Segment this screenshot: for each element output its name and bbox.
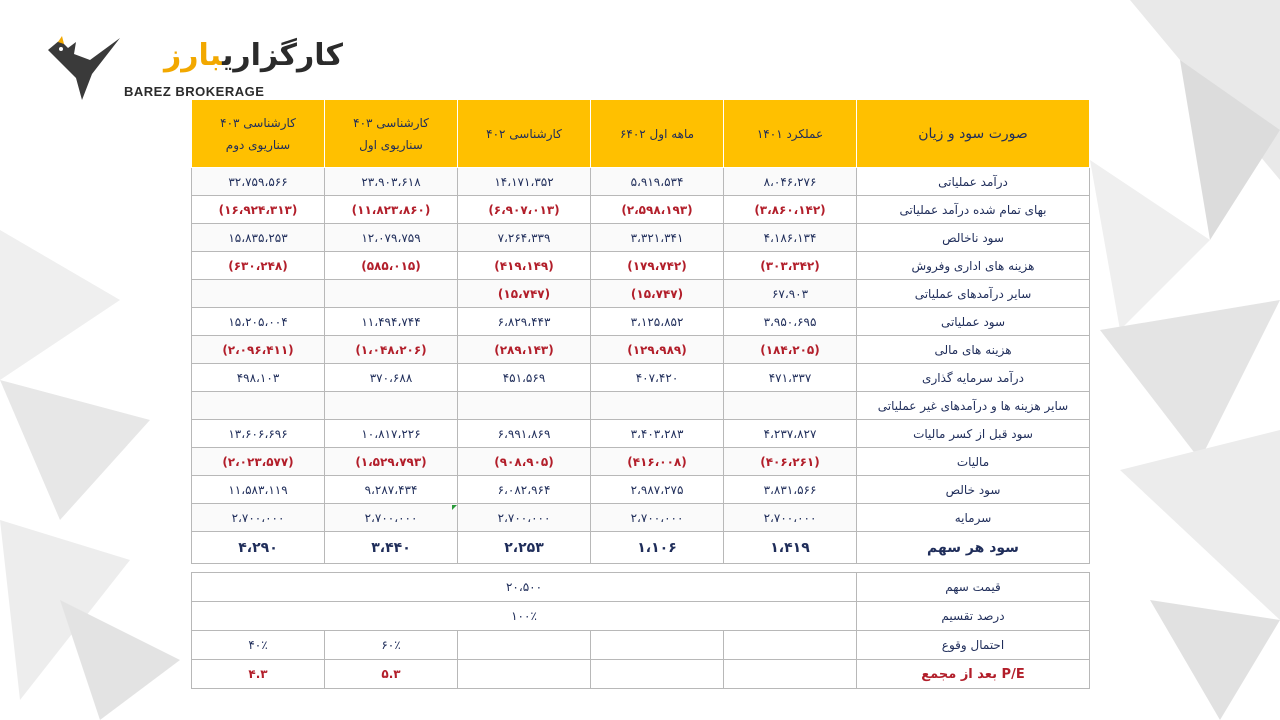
value-cell-c3 xyxy=(458,392,591,420)
value-cell-c1: ۴۷۱،۳۳۷ xyxy=(724,364,857,392)
value-cell-c5: (۱۶،۹۲۴،۳۱۳) xyxy=(192,196,325,224)
value-cell-c2: ۲،۹۸۷،۲۷۵ xyxy=(591,476,724,504)
value-cell-c3: ۱۴،۱۷۱،۳۵۲ xyxy=(458,168,591,196)
row-label: سود عملیاتی xyxy=(857,308,1090,336)
pe-label: P/E بعد از مجمع xyxy=(857,660,1090,689)
income-statement-table xyxy=(191,99,1090,564)
value-cell-c5: ۱۳،۶۰۶،۶۹۶ xyxy=(192,420,325,448)
table-row xyxy=(192,392,1090,420)
valuation-table xyxy=(191,572,1090,689)
pe-row xyxy=(192,660,1090,689)
value-cell-c3: (۲۸۹،۱۴۳) xyxy=(458,336,591,364)
table-row xyxy=(192,420,1090,448)
value-cell-c1: ۳،۸۳۱،۵۶۶ xyxy=(724,476,857,504)
brand-name-en: BAREZ BROKERAGE xyxy=(124,84,265,99)
probability-col5: ۴۰٪ xyxy=(192,631,325,660)
value-cell-c5: ۱۵،۲۰۵،۰۰۴ xyxy=(192,308,325,336)
header-col5: کارشناسی ۴۰۳ سناریوی دوم xyxy=(192,100,325,168)
value-cell-c2: (۱۷۹،۷۴۲) xyxy=(591,252,724,280)
value-cell-c3: ۶،۹۹۱،۸۶۹ xyxy=(458,420,591,448)
pe-col4: ۵.۳ xyxy=(325,660,458,689)
table-body xyxy=(192,168,1090,564)
value-cell-c5: ۱۵،۸۳۵،۲۵۳ xyxy=(192,224,325,252)
value-cell-c1: (۳۰۳،۳۴۲) xyxy=(724,252,857,280)
payout-row xyxy=(192,602,1090,631)
price-row xyxy=(192,573,1090,602)
row-label: سایر درآمدهای عملیاتی xyxy=(857,280,1090,308)
table-row xyxy=(192,196,1090,224)
value-cell-c4: ۳۷۰،۶۸۸ xyxy=(325,364,458,392)
table-row xyxy=(192,504,1090,532)
value-cell-c1: ۱،۴۱۹ xyxy=(724,532,857,564)
value-cell-c2: ۳،۴۰۳،۲۸۳ xyxy=(591,420,724,448)
value-cell-c4: (۱،۰۴۸،۲۰۶) xyxy=(325,336,458,364)
table-row xyxy=(192,448,1090,476)
probability-label: احتمال وقوع xyxy=(857,631,1090,660)
value-cell-c2: (۱۵،۷۴۷) xyxy=(591,280,724,308)
cell-marker-icon xyxy=(452,505,457,510)
price-value: ۲۰،۵۰۰ xyxy=(192,573,857,602)
probability-row xyxy=(192,631,1090,660)
value-cell-c2: ۵،۹۱۹،۵۳۴ xyxy=(591,168,724,196)
value-cell-c2: ۳،۱۲۵،۸۵۲ xyxy=(591,308,724,336)
value-cell-c2: ۴۰۷،۴۲۰ xyxy=(591,364,724,392)
payout-value: ۱۰۰٪ xyxy=(192,602,857,631)
value-cell-c5: (۲،۰۹۶،۴۱۱) xyxy=(192,336,325,364)
table-row xyxy=(192,168,1090,196)
header-col3: کارشناسی ۴۰۲ xyxy=(458,100,591,168)
brand-logo xyxy=(44,34,343,104)
value-cell-c3: ۶،۰۸۲،۹۶۴ xyxy=(458,476,591,504)
value-cell-c4 xyxy=(325,280,458,308)
probability-col4: ۶۰٪ xyxy=(325,631,458,660)
table-row xyxy=(192,336,1090,364)
value-cell-c1: ۴،۲۳۷،۸۲۷ xyxy=(724,420,857,448)
eagle-logo-icon xyxy=(44,34,126,102)
value-cell-c4: (۱،۵۲۹،۷۹۳) xyxy=(325,448,458,476)
header-col2: ۶ماهه اول ۴۰۲ xyxy=(591,100,724,168)
row-label: مالیات xyxy=(857,448,1090,476)
header-title: صورت سود و زیان xyxy=(857,100,1090,168)
table-header-row xyxy=(192,100,1090,168)
eps-row xyxy=(192,532,1090,564)
value-cell-c3: ۲،۲۵۳ xyxy=(458,532,591,564)
value-cell-c2: (۴۱۶،۰۰۸) xyxy=(591,448,724,476)
value-cell-c4 xyxy=(325,392,458,420)
value-cell-c3: (۹۰۸،۹۰۵) xyxy=(458,448,591,476)
value-cell-c5: ۳۲،۷۵۹،۵۶۶ xyxy=(192,168,325,196)
value-cell-c1: ۶۷،۹۰۳ xyxy=(724,280,857,308)
value-cell-c4: ۲،۷۰۰،۰۰۰ xyxy=(325,504,458,532)
value-cell-c4: ۱۱،۴۹۴،۷۴۴ xyxy=(325,308,458,336)
value-cell-c5: ۴،۲۹۰ xyxy=(192,532,325,564)
value-cell-c1: ۸،۰۴۶،۲۷۶ xyxy=(724,168,857,196)
table-row xyxy=(192,364,1090,392)
value-cell-c3: ۲،۷۰۰،۰۰۰ xyxy=(458,504,591,532)
value-cell-c3: ۷،۲۶۴،۳۳۹ xyxy=(458,224,591,252)
value-cell-c1: (۴۰۶،۲۶۱) xyxy=(724,448,857,476)
row-label: سود هر سهم xyxy=(857,532,1090,564)
row-label: هزینه های مالی xyxy=(857,336,1090,364)
row-label: درآمد سرمایه گذاری xyxy=(857,364,1090,392)
value-cell-c5: ۱۱،۵۸۳،۱۱۹ xyxy=(192,476,325,504)
value-cell-c1: ۳،۹۵۰،۶۹۵ xyxy=(724,308,857,336)
value-cell-c5: (۲،۰۲۳،۵۷۷) xyxy=(192,448,325,476)
value-cell-c2: ۲،۷۰۰،۰۰۰ xyxy=(591,504,724,532)
value-cell-c5 xyxy=(192,280,325,308)
value-cell-c3: (۱۵،۷۴۷) xyxy=(458,280,591,308)
header-col4: کارشناسی ۴۰۳ سناریوی اول xyxy=(325,100,458,168)
table-row xyxy=(192,308,1090,336)
value-cell-c3: ۶،۸۲۹،۴۴۳ xyxy=(458,308,591,336)
value-cell-c1: ۴،۱۸۶،۱۳۴ xyxy=(724,224,857,252)
row-label: سود خالص xyxy=(857,476,1090,504)
row-label: سود ناخالص xyxy=(857,224,1090,252)
row-label: سایر هزینه ها و درآمدهای غیر عملیاتی xyxy=(857,392,1090,420)
row-label: سرمایه xyxy=(857,504,1090,532)
value-cell-c2: (۲،۵۹۸،۱۹۳) xyxy=(591,196,724,224)
row-label: هزینه های اداری وفروش xyxy=(857,252,1090,280)
value-cell-c2: (۱۲۹،۹۸۹) xyxy=(591,336,724,364)
value-cell-c4: ۱۰،۸۱۷،۲۲۶ xyxy=(325,420,458,448)
value-cell-c3: ۴۵۱،۵۶۹ xyxy=(458,364,591,392)
value-cell-c3: (۶،۹۰۷،۰۱۳) xyxy=(458,196,591,224)
table-row xyxy=(192,224,1090,252)
value-cell-c4: ۹،۲۸۷،۴۳۴ xyxy=(325,476,458,504)
value-cell-c4: ۱۲،۰۷۹،۷۵۹ xyxy=(325,224,458,252)
value-cell-c1: ۲،۷۰۰،۰۰۰ xyxy=(724,504,857,532)
brand-name-fa: کارگزاریبارز xyxy=(164,38,343,73)
pe-col5: ۴.۳ xyxy=(192,660,325,689)
value-cell-c2: ۱،۱۰۶ xyxy=(591,532,724,564)
price-label: قیمت سهم xyxy=(857,573,1090,602)
row-label: درآمد عملیاتی xyxy=(857,168,1090,196)
value-cell-c4: (۱۱،۸۲۳،۸۶۰) xyxy=(325,196,458,224)
payout-label: درصد تقسیم xyxy=(857,602,1090,631)
value-cell-c2 xyxy=(591,392,724,420)
header-col1: عملکرد ۱۴۰۱ xyxy=(724,100,857,168)
value-cell-c1 xyxy=(724,392,857,420)
value-cell-c5: (۶۳۰،۲۴۸) xyxy=(192,252,325,280)
table-row xyxy=(192,252,1090,280)
value-cell-c3: (۴۱۹،۱۴۹) xyxy=(458,252,591,280)
value-cell-c4: ۳،۴۴۰ xyxy=(325,532,458,564)
row-label: بهای تمام شده درآمد عملیاتی xyxy=(857,196,1090,224)
value-cell-c4: ۲۳،۹۰۳،۶۱۸ xyxy=(325,168,458,196)
value-cell-c5: ۲،۷۰۰،۰۰۰ xyxy=(192,504,325,532)
value-cell-c2: ۳،۳۲۱،۳۴۱ xyxy=(591,224,724,252)
value-cell-c4: (۵۸۵،۰۱۵) xyxy=(325,252,458,280)
value-cell-c5 xyxy=(192,392,325,420)
value-cell-c5: ۴۹۸،۱۰۳ xyxy=(192,364,325,392)
table-row xyxy=(192,280,1090,308)
row-label: سود قبل از کسر مالیات xyxy=(857,420,1090,448)
table-row xyxy=(192,476,1090,504)
value-cell-c1: (۱۸۴،۲۰۵) xyxy=(724,336,857,364)
value-cell-c1: (۳،۸۶۰،۱۴۲) xyxy=(724,196,857,224)
